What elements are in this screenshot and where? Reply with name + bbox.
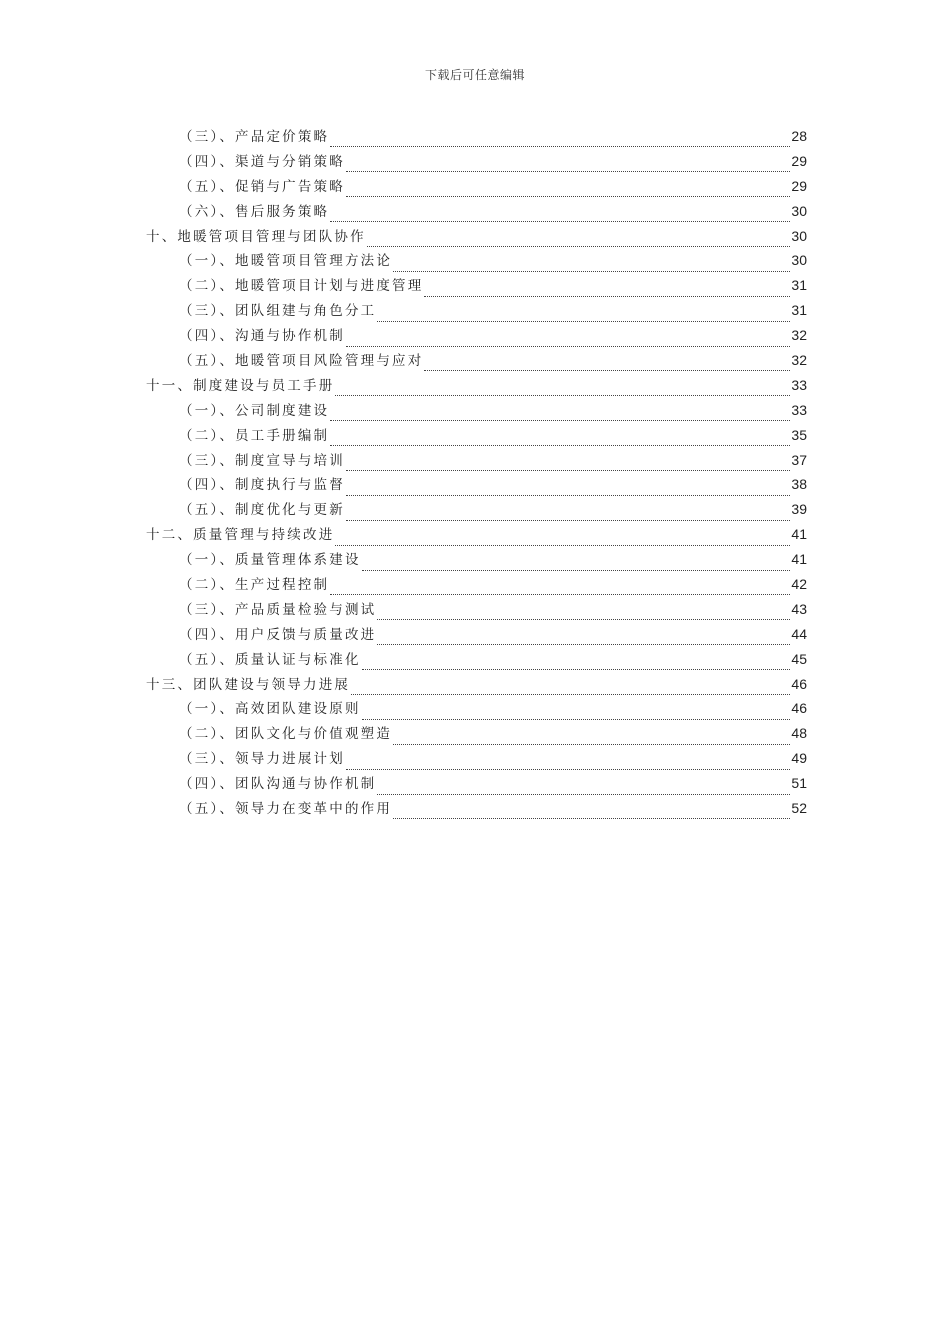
toc-dot-leader <box>335 383 790 396</box>
toc-chapter-entry[interactable] <box>146 224 807 249</box>
toc-entry-title: （五）、促销与广告策略 <box>179 178 345 195</box>
toc-dot-leader <box>346 334 790 347</box>
toc-entry-title: （五）、质量认证与标准化 <box>179 651 361 668</box>
toc-entry-title: （二）、地暖管项目计划与进度管理 <box>179 278 424 295</box>
toc-entry-page-number: 31 <box>791 302 807 319</box>
toc-entry-title: （四）、渠道与分销策略 <box>179 153 345 170</box>
toc-section-entry[interactable] <box>146 398 807 423</box>
toc-entry-page-number: 33 <box>791 401 807 418</box>
toc-dot-leader <box>362 707 791 720</box>
toc-section-entry[interactable] <box>146 796 807 821</box>
table-of-contents <box>146 124 807 821</box>
toc-entry-title: （二）、生产过程控制 <box>179 577 330 594</box>
toc-entry-title: （六）、售后服务策略 <box>179 203 330 220</box>
toc-entry-page-number: 48 <box>791 725 807 742</box>
toc-entry-title: 十、地暖管项目管理与团队协作 <box>146 228 366 245</box>
toc-section-entry[interactable] <box>146 423 807 448</box>
toc-entry-page-number: 35 <box>791 426 807 443</box>
toc-section-entry[interactable] <box>146 149 807 174</box>
toc-entry-page-number: 41 <box>791 551 807 568</box>
toc-entry-page-number: 49 <box>791 750 807 767</box>
toc-dot-leader <box>330 408 790 421</box>
toc-entry-page-number: 30 <box>791 202 807 219</box>
toc-dot-leader <box>393 259 790 272</box>
toc-entry-title: （二）、团队文化与价值观塑造 <box>179 726 393 743</box>
toc-dot-leader <box>377 782 790 795</box>
toc-section-entry[interactable] <box>146 199 807 224</box>
toc-dot-leader <box>377 607 790 620</box>
toc-chapter-entry[interactable] <box>146 522 807 547</box>
toc-dot-leader <box>330 209 790 222</box>
toc-dot-leader <box>367 234 791 247</box>
toc-section-entry[interactable] <box>146 472 807 497</box>
toc-entry-page-number: 39 <box>791 501 807 518</box>
toc-section-entry[interactable] <box>146 298 807 323</box>
toc-entry-page-number: 29 <box>791 177 807 194</box>
toc-entry-title: 十二、质量管理与持续改进 <box>146 527 335 544</box>
toc-dot-leader <box>346 458 790 471</box>
toc-dot-leader <box>346 483 790 496</box>
toc-entry-page-number: 43 <box>791 600 807 617</box>
toc-section-entry[interactable] <box>146 497 807 522</box>
toc-entry-page-number: 37 <box>791 451 807 468</box>
toc-entry-title: （四）、制度执行与监督 <box>179 477 345 494</box>
toc-section-entry[interactable] <box>146 547 807 572</box>
toc-dot-leader <box>330 582 790 595</box>
toc-dot-leader <box>424 284 790 297</box>
toc-dot-leader <box>346 508 790 521</box>
toc-entry-page-number: 46 <box>791 675 807 692</box>
toc-entry-page-number: 28 <box>791 128 807 144</box>
toc-entry-page-number: 30 <box>791 227 807 244</box>
page-header: 下载后可任意编辑 <box>424 68 525 82</box>
toc-dot-leader <box>330 433 790 446</box>
toc-entry-title: （三）、领导力进展计划 <box>179 751 345 768</box>
toc-entry-title: （五）、地暖管项目风险管理与应对 <box>179 353 424 370</box>
toc-section-entry[interactable] <box>146 273 807 298</box>
toc-entry-title: （三）、团队组建与角色分工 <box>179 303 377 320</box>
toc-entry-title: 十一、制度建设与员工手册 <box>146 377 335 394</box>
toc-entry-page-number: 46 <box>791 700 807 717</box>
toc-dot-leader <box>362 657 791 670</box>
toc-section-entry[interactable] <box>146 572 807 597</box>
toc-section-entry[interactable] <box>146 622 807 647</box>
toc-entry-page-number: 31 <box>791 277 807 294</box>
toc-section-entry[interactable] <box>146 771 807 796</box>
toc-section-entry[interactable] <box>146 647 807 672</box>
toc-dot-leader <box>330 134 790 147</box>
toc-entry-title: （五）、制度优化与更新 <box>179 502 345 519</box>
toc-entry-title: （四）、用户反馈与质量改进 <box>179 626 377 643</box>
toc-section-entry[interactable] <box>146 448 807 473</box>
toc-dot-leader <box>377 309 790 322</box>
toc-entry-title: （一）、质量管理体系建设 <box>179 552 361 569</box>
toc-dot-leader <box>335 533 790 546</box>
toc-entry-title: 十三、团队建设与领导力进展 <box>146 676 351 693</box>
toc-entry-page-number: 33 <box>791 376 807 393</box>
toc-entry-title: （三）、产品质量检验与测试 <box>179 601 377 618</box>
toc-section-entry[interactable] <box>146 248 807 273</box>
toc-section-entry[interactable] <box>146 696 807 721</box>
toc-section-entry[interactable] <box>146 323 807 348</box>
toc-entry-title: （三）、制度宣导与培训 <box>179 452 345 469</box>
toc-entry-page-number: 52 <box>791 800 807 817</box>
toc-dot-leader <box>362 558 791 571</box>
toc-entry-page-number: 32 <box>791 352 807 369</box>
toc-section-entry[interactable] <box>146 721 807 746</box>
toc-entry-title: （四）、沟通与协作机制 <box>179 328 345 345</box>
toc-section-entry[interactable] <box>146 597 807 622</box>
toc-entry-title: （四）、团队沟通与协作机制 <box>179 776 377 793</box>
toc-section-entry[interactable] <box>146 348 807 373</box>
toc-section-entry[interactable] <box>146 174 807 199</box>
toc-dot-leader <box>346 757 790 770</box>
toc-entry-title: （一）、地暖管项目管理方法论 <box>179 253 393 270</box>
toc-section-entry[interactable] <box>146 124 807 149</box>
toc-entry-title: （一）、高效团队建设原则 <box>179 701 361 718</box>
toc-dot-leader <box>351 682 790 695</box>
toc-entry-title: （五）、领导力在变革中的作用 <box>179 801 393 818</box>
toc-dot-leader <box>393 732 790 745</box>
toc-entry-page-number: 30 <box>791 252 807 269</box>
toc-dot-leader <box>393 806 790 819</box>
toc-dot-leader <box>346 159 790 172</box>
toc-entry-page-number: 44 <box>791 625 807 642</box>
toc-entry-title: （一）、公司制度建设 <box>179 402 330 419</box>
toc-chapter-entry[interactable] <box>146 373 807 398</box>
toc-entry-page-number: 32 <box>791 327 807 344</box>
toc-chapter-entry[interactable] <box>146 672 807 697</box>
toc-dot-leader <box>377 632 790 645</box>
toc-dot-leader <box>346 184 790 197</box>
toc-entry-title: （二）、员工手册编制 <box>179 427 330 444</box>
toc-section-entry[interactable] <box>146 746 807 771</box>
toc-entry-page-number: 42 <box>791 576 807 593</box>
toc-entry-page-number: 45 <box>791 650 807 667</box>
toc-entry-page-number: 41 <box>791 526 807 543</box>
toc-entry-page-number: 29 <box>791 152 807 169</box>
toc-entry-title: （三）、产品定价策略 <box>179 129 330 145</box>
toc-entry-page-number: 51 <box>791 775 807 792</box>
toc-entry-page-number: 38 <box>791 476 807 493</box>
toc-dot-leader <box>424 358 790 371</box>
